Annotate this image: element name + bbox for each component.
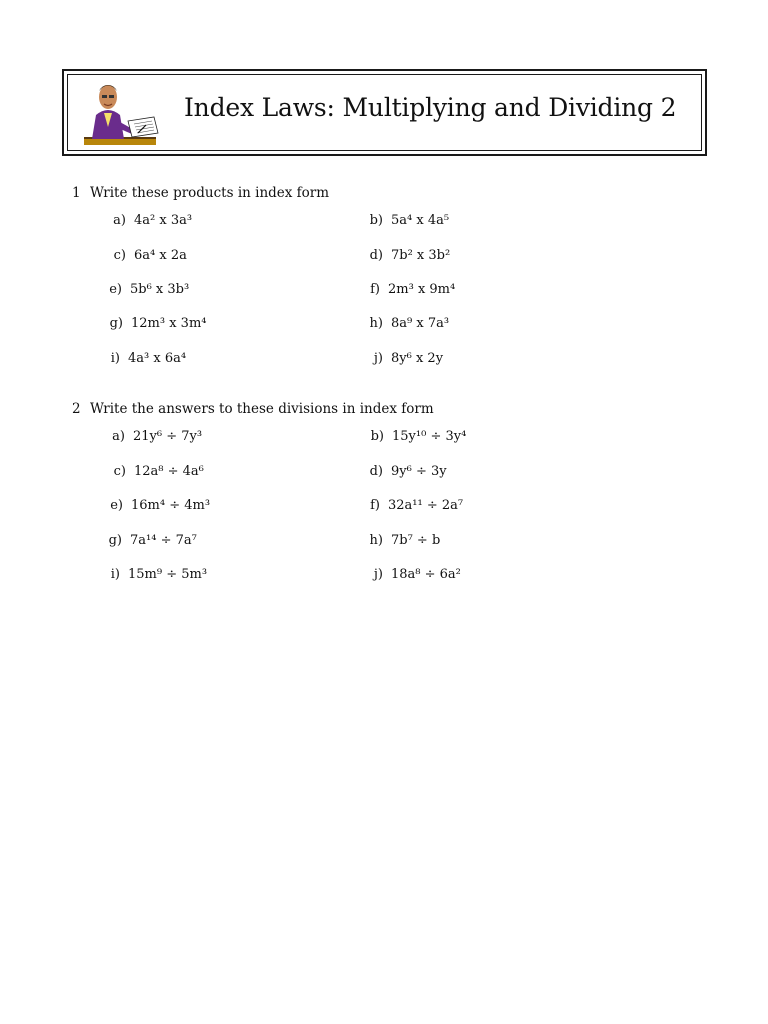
q2-item-i [110,567,208,582]
q2-item-f [370,498,464,513]
q1-item-d [369,248,451,263]
page-title: Index Laws: Multiplying and Dividing 2 [184,93,677,122]
item-label: c) [113,464,126,479]
item-label: g) [108,533,122,548]
item-label: g) [109,316,123,331]
item-expression: 12a⁸ ÷ 4a⁶ [134,464,204,479]
item-label: i) [110,567,120,582]
q1-item-g [109,316,207,331]
question-instruction: Write the answers to these divisions in index form [90,401,434,417]
question-number: 2 [72,401,81,417]
item-expression: 6a⁴ x 2a [134,248,187,263]
item-expression: 7a¹⁴ ÷ 7a⁷ [130,533,197,548]
q2-item-g [108,533,197,548]
item-expression: 8y⁶ x 2y [391,351,444,366]
item-label: j) [373,351,383,366]
item-expression: 15y¹⁰ ÷ 3y⁴ [392,429,467,444]
item-expression: 15m⁹ ÷ 5m³ [128,567,208,582]
q2-item-b [370,429,467,444]
item-expression: 7b⁷ ÷ b [391,533,441,548]
q1-item-f [370,282,456,297]
item-label: d) [369,464,383,479]
item-label: i) [110,351,120,366]
item-label: c) [113,248,126,263]
item-label: f) [370,282,380,297]
q1-item-i [110,351,187,366]
item-expression: 12m³ x 3m⁴ [131,316,207,331]
item-expression: 5b⁶ x 3b³ [130,282,190,297]
item-label: j) [373,567,383,582]
item-expression: 2m³ x 9m⁴ [388,282,456,297]
item-label: a) [113,213,126,228]
item-expression: 16m⁴ ÷ 4m³ [131,498,211,513]
q2-item-e [110,498,211,513]
q1-item-h [369,316,450,331]
item-expression: 4a² x 3a³ [134,213,193,228]
item-expression: 7b² x 3b² [391,248,451,263]
item-label: b) [370,429,384,444]
q2-item-h [369,533,441,548]
item-expression: 8a⁹ x 7a³ [391,316,450,331]
item-expression: 4a³ x 6a⁴ [128,351,187,366]
item-label: f) [370,498,380,513]
item-expression: 9y⁶ ÷ 3y [391,464,447,479]
item-expression: 21y⁶ ÷ 7y³ [133,429,203,444]
q2-item-j [373,567,461,582]
item-label: e) [109,282,122,297]
q2-item-d [369,464,447,479]
item-label: b) [369,213,383,228]
item-label: d) [369,248,383,263]
item-label: h) [369,533,383,548]
q1-item-a [113,213,193,228]
q1-item-c [113,248,187,263]
q2-item-c [113,464,204,479]
item-expression: 5a⁴ x 4a⁵ [391,213,450,228]
question-instruction: Write these products in index form [90,185,330,201]
q1-item-j [373,351,444,366]
q2-item-a [112,429,203,444]
item-label: e) [110,498,123,513]
item-label: a) [112,429,125,444]
question-number: 1 [72,185,81,201]
q1-item-b [369,213,450,228]
item-label: h) [369,316,383,331]
item-expression: 32a¹¹ ÷ 2a⁷ [388,498,464,513]
item-expression: 18a⁸ ÷ 6a² [391,567,461,582]
q1-item-e [109,282,190,297]
title-banner-inner-border [67,74,702,151]
teacher-clipart-icon [84,77,162,153]
title-banner [62,69,707,156]
